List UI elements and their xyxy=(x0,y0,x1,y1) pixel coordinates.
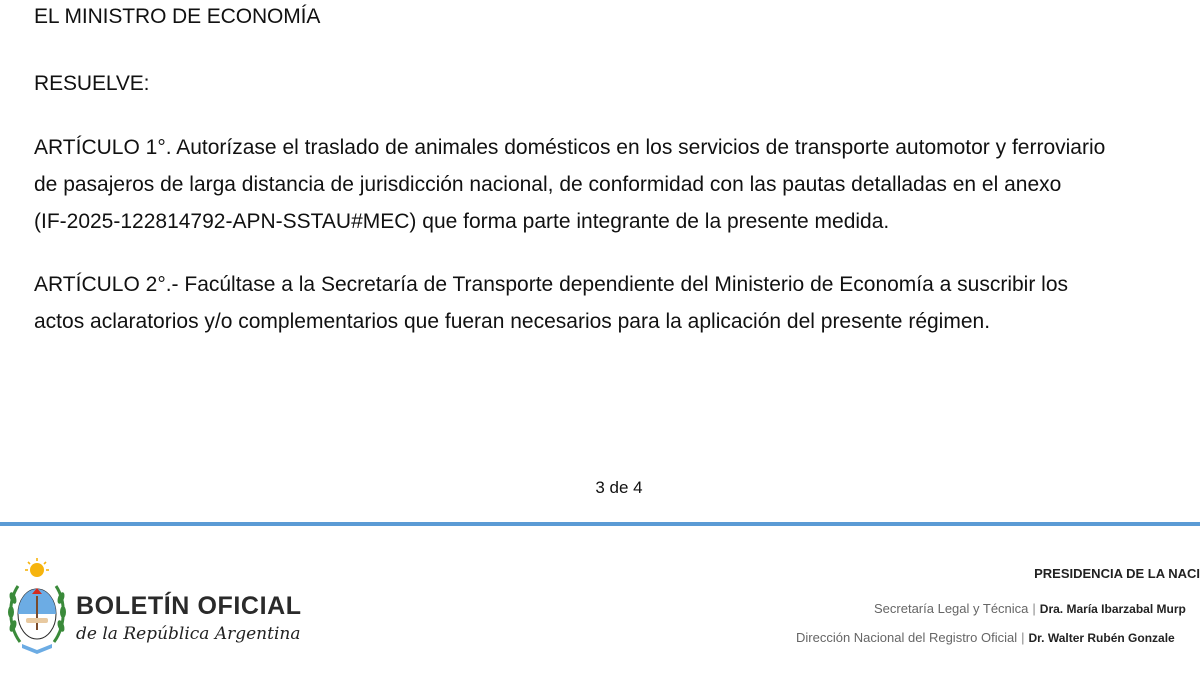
brand-title: BOLETÍN OFICIAL xyxy=(76,592,302,620)
presidencia-text: PRESIDENCIA DE LA NACI xyxy=(1034,566,1200,581)
direccion-line xyxy=(796,630,1200,645)
secretaria-official: Dra. María Ibarzabal Murp xyxy=(1039,602,1186,616)
article-1-line: de pasajeros de larga distancia de jurisdicción nacional, de conformidad con las pautas detalladas en el anexo xyxy=(34,173,1062,196)
coat-of-arms-icon xyxy=(6,556,68,664)
page-number: 3 de 4 xyxy=(595,478,643,497)
ministry-heading: EL MINISTRO DE ECONOMÍA xyxy=(34,5,321,28)
brand-subtitle: de la República Argentina xyxy=(76,624,301,644)
article-2-line: actos aclaratorios y/o complementarios que fueran necesarios para la aplicación del presente régimen. xyxy=(34,310,991,333)
footer-divider xyxy=(0,522,1200,526)
article-1 xyxy=(34,129,1105,240)
secretaria-label: Secretaría Legal y Técnica xyxy=(874,601,1029,616)
sun-icon xyxy=(25,558,49,577)
article-1-line: (IF-2025-122814792-APN-SSTAU#MEC) que forma parte integrante de la presente medida. xyxy=(34,210,890,233)
direccion-official: Dr. Walter Rubén Gonzale xyxy=(1028,631,1175,645)
separator: | xyxy=(1021,630,1025,645)
article-1-line: ARTÍCULO 1°. Autorízase el traslado de animales domésticos en los servicios de transporte automotor y ferroviario xyxy=(34,136,1106,159)
presidencia-label xyxy=(1000,566,1200,581)
article-2-line: ARTÍCULO 2°.- Facúltase a la Secretaría de Transporte dependiente del Ministerio de Economía a suscribir los xyxy=(34,273,1069,296)
resolve-heading: RESUELVE: xyxy=(34,72,150,95)
separator: | xyxy=(1032,601,1036,616)
direccion-label: Dirección Nacional del Registro Oficial xyxy=(796,630,1018,645)
secretaria-line xyxy=(874,601,1200,616)
article-2 xyxy=(34,266,1068,340)
